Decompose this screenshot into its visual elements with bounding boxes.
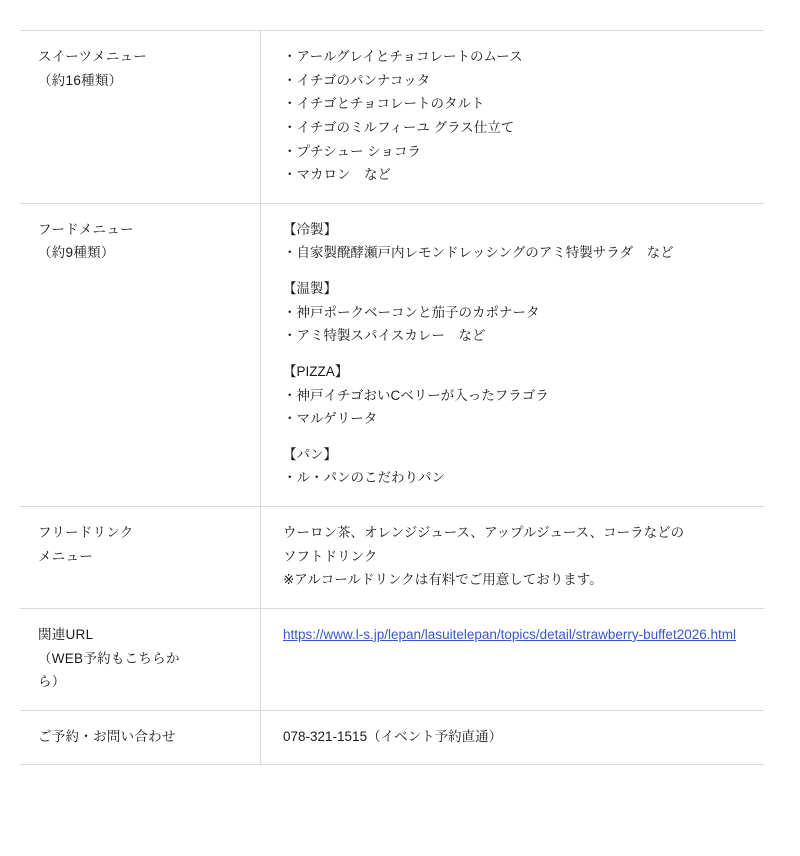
reservation-url-link[interactable]: https://www.l-s.jp/lepan/lasuitelepan/topics/detail/strawberry-buffet2026.html (283, 626, 736, 642)
table-row (20, 31, 764, 204)
row-content-reservation-contact: 078-321-1515（イベント予約直通） (283, 728, 503, 744)
table-row (20, 203, 764, 506)
row-label-related-url: 関連URL （WEB予約もこちらか ら） (20, 608, 261, 710)
row-label-free-drink-menu: フリードリンク メニュー (20, 507, 261, 609)
table-row (20, 608, 764, 710)
table-row (20, 710, 764, 765)
event-details-table (20, 30, 764, 765)
row-label-reservation-contact: ご予約・お問い合わせ (20, 710, 261, 765)
row-label-sweets-menu: スイーツメニュー （約16種類） (20, 31, 261, 204)
row-content-free-drink-menu: ウーロン茶、オレンジジュース、アップルジュース、コーラなどの ソフトドリンク ※アルコールドリンクは有料でご用意しております。 (283, 525, 685, 588)
table-row (20, 507, 764, 609)
table-body (20, 31, 764, 765)
row-label-food-menu: フードメニュー （約9種類） (20, 203, 261, 506)
row-content-related-url (261, 608, 765, 710)
row-content-food-menu: 【冷製】 ・自家製醗酵瀬戸内レモンドレッシングのアミ特製サラダ など 【温製】 ・神戸ポークベーコンと茄子のカポナータ ・アミ特製スパイスカレー など 【PIZZA】 ・神戸イチゴおいCベリーが入ったフラゴラ ・マルゲリータ 【パン】 ・ル・パンのこだわりパン (283, 221, 674, 486)
row-content-sweets-menu: ・アールグレイとチョコレートのムース ・イチゴのパンナコッタ ・イチゴとチョコレートのタルト ・イチゴのミルフィーユ グラス仕立て ・プチシュー ショコラ ・マカロン など (283, 49, 523, 183)
